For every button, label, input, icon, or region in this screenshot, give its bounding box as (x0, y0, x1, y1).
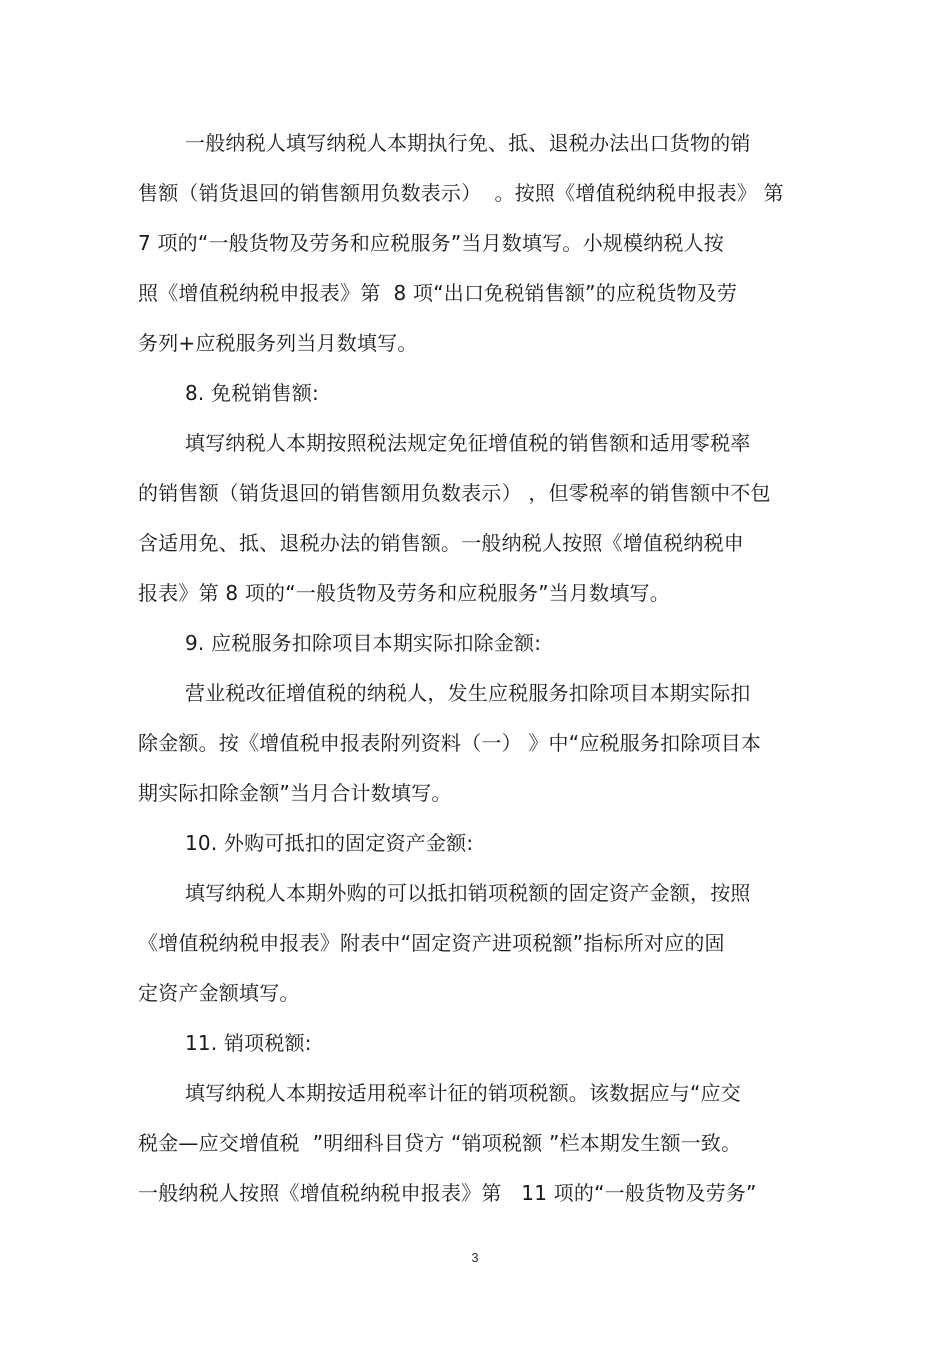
section-heading: 11. 销项税额: (185, 1031, 312, 1055)
page-number: 3 (471, 1250, 479, 1265)
text-line: 的销售额（销货退回的销售额用负数表示） ，但零税率的销售额中不包 (138, 481, 771, 505)
text-line: 照《增值税纳税申报表》第 8 项“出口免税销售额”的应税货物及劳 (138, 281, 738, 305)
text-line: 一般纳税人按照《增值税纳税申报表》第 11 项的“一般货物及劳务” (138, 1181, 757, 1205)
text-line: 税金—应交增值税 ”明细科目贷方 “销项税额 ”栏本期发生额一致。 (138, 1131, 742, 1155)
text-line: 务列+应税服务列当月数填写。 (138, 331, 418, 355)
text-line: 填写纳税人本期按照税法规定免征增值税的销售额和适用零税率 (185, 431, 751, 455)
text-line: 填写纳税人本期外购的可以抵扣销项税额的固定资产金额，按照 (185, 881, 751, 905)
text-line: 除金额。按《增值税申报表附列资料（一） 》中“应税服务扣除项目本 (138, 731, 762, 755)
section-heading: 8. 免税销售额: (185, 381, 319, 405)
text-line: 一般纳税人填写纳税人本期执行免、抵、退税办法出口货物的销 (185, 131, 751, 155)
text-line: 7 项的“一般货物及劳务和应税服务”当月数填写。小规模纳税人按 (138, 231, 725, 255)
text-line: 营业税改征增值税的纳税人，发生应税服务扣除项目本期实际扣 (185, 681, 751, 705)
section-heading: 10. 外购可抵扣的固定资产金额: (185, 831, 474, 855)
text-line: 报表》第 8 项的“一般货物及劳务和应税服务”当月数填写。 (138, 581, 670, 605)
text-line: 填写纳税人本期按适用税率计征的销项税额。该数据应与“应交 (185, 1081, 741, 1105)
text-line: 期实际扣除金额”当月合计数填写。 (138, 781, 452, 805)
section-heading: 9. 应税服务扣除项目本期实际扣除金额: (185, 631, 542, 655)
text-line: 定资产金额填写。 (138, 981, 300, 1005)
text-line: 售额（销货退回的销售额用负数表示） 。按照《增值税纳税申报表》 第 (138, 181, 784, 205)
text-line: 含适用免、抵、退税办法的销售额。一般纳税人按照《增值税纳税申 (138, 531, 744, 555)
text-line: 《增值税纳税申报表》附表中“固定资产进项税额”指标所对应的固 (138, 931, 725, 955)
